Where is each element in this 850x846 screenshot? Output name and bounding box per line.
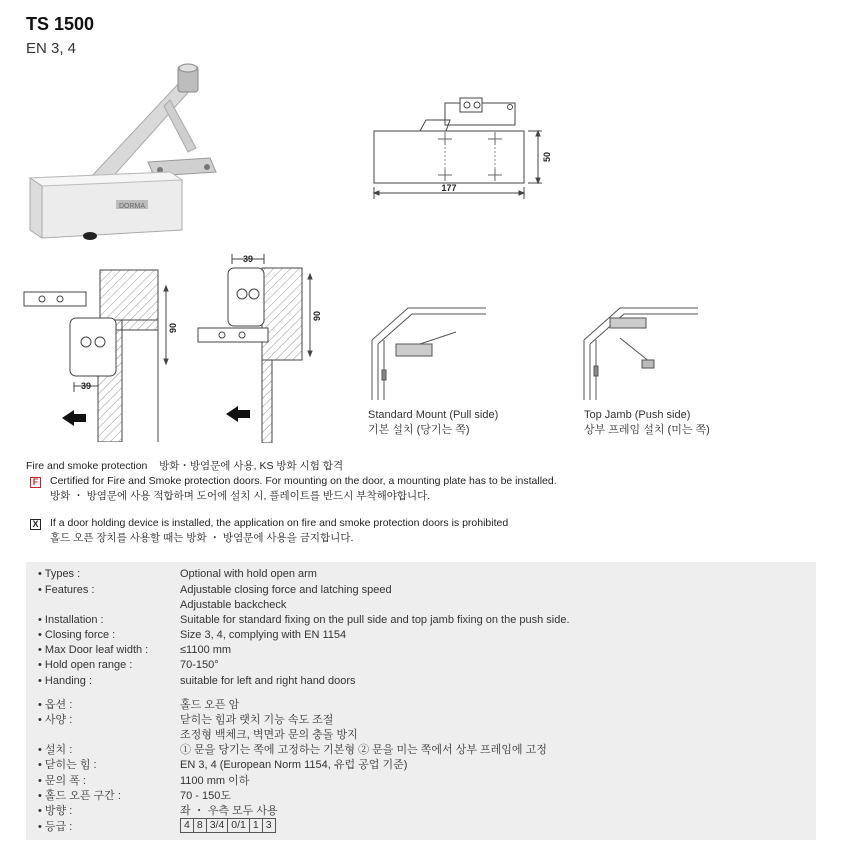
pull-offset-dimension: 39 [80, 381, 92, 391]
top-jamb-caption [584, 408, 710, 438]
height-dimension: 50 [542, 151, 552, 163]
push-side-section-drawing [192, 248, 337, 443]
fire-certified-icon: F [30, 477, 41, 488]
spec-panel: • Types : Optional with hold open arm • Features : Adjustable closing force and latching speed Adjustable backcheck • Installation : Suitable for standard fixing on the pull side and top jamb fixing on the push side. • Closing force : Size 3, 4, complying with EN 1154 • Max Door leaf width : ≤1100 mm • Hold open range : 70-150° • Handing : suitable for left and right hand doors • 옵션 : 홀드 오픈 암 • 사양 : 닫히는 힘과 랫치 기능 속도 조절 조정형 백체크, 벽면과 문의 충돌 방지 • 설치 : ① 문을 당기는 쪽에 고정하는 기본형 ② 문을 미는 쪽에서 상부 프레임에 고정 • 닫히는 힘 : EN 3, 4 (European Norm 1154, 유럽 공업 기준) • 문의 폭 : 1100 mm 이하 • 홀드 오픈 구간 : 70 - 150도 • 방향 : 좌 ・ 우측 모두 사용 • 등급 : 4 8 3/4 0/1 1 3 [26, 562, 816, 840]
product-title: TS 1500 [26, 14, 95, 34]
grade-label: • 등급 : [38, 821, 73, 833]
push-height-dimension: 90 [312, 310, 322, 322]
grade-cell: 1 [250, 819, 263, 832]
prohibited-note [50, 516, 508, 546]
grade-cell: 3/4 [207, 819, 229, 832]
standard-mount-illustration [368, 300, 488, 400]
grade-cell: 0/1 [228, 819, 250, 832]
standard-mount-caption-ko: 기본 설치 (당기는 쪽) [368, 424, 470, 436]
pull-side-section-drawing [18, 262, 188, 442]
fire-heading-ko: 방화・방염문에 사용, KS 방화 시험 합격 [159, 460, 344, 472]
fire-certified-ko: 방화 ・ 방염문에 사용 적합하며 도어에 설치 시, 플레이트를 반드시 부착해야합니다. [50, 490, 431, 502]
top-jamb-caption-en: Top Jamb (Push side) [584, 409, 691, 421]
grade-cell: 3 [265, 819, 272, 831]
prohibited-ko: 홀드 오픈 장치를 사용할 때는 방화 ・ 방염문에 사용을 금지합니다. [50, 532, 354, 544]
fire-heading [26, 459, 343, 474]
push-offset-dimension: 39 [242, 254, 254, 264]
standard-mount-caption [368, 408, 498, 438]
fire-certified-en: Certified for Fire and Smoke protection doors. For mounting on the door, a mounting plate has to be installed. [50, 475, 557, 487]
fire-certified-note [50, 474, 557, 504]
top-jamb-caption-ko: 상부 프레임 설치 (미는 쪽) [584, 424, 710, 436]
arrow-left-icon [62, 410, 86, 426]
fire-heading-en: Fire and smoke protection [26, 460, 148, 472]
grade-cell: 8 [194, 819, 207, 832]
top-view-drawing [360, 95, 560, 210]
product-standard: EN 3, 4 [26, 40, 77, 57]
pull-height-dimension: 90 [168, 322, 178, 334]
prohibited-en: If a door holding device is installed, the application on fire and smoke protection doors is prohibited [50, 517, 509, 529]
prohibited-icon: X [30, 519, 41, 530]
product-brand-label: DORMA [118, 203, 146, 210]
width-dimension: 177 [441, 183, 457, 193]
grade-table [180, 818, 276, 833]
standard-mount-caption-en: Standard Mount (Pull side) [368, 409, 499, 421]
grade-cell: 4 [181, 819, 194, 832]
arrow-left-icon [226, 406, 250, 422]
top-jamb-illustration [580, 300, 700, 400]
product-photo [20, 60, 240, 245]
